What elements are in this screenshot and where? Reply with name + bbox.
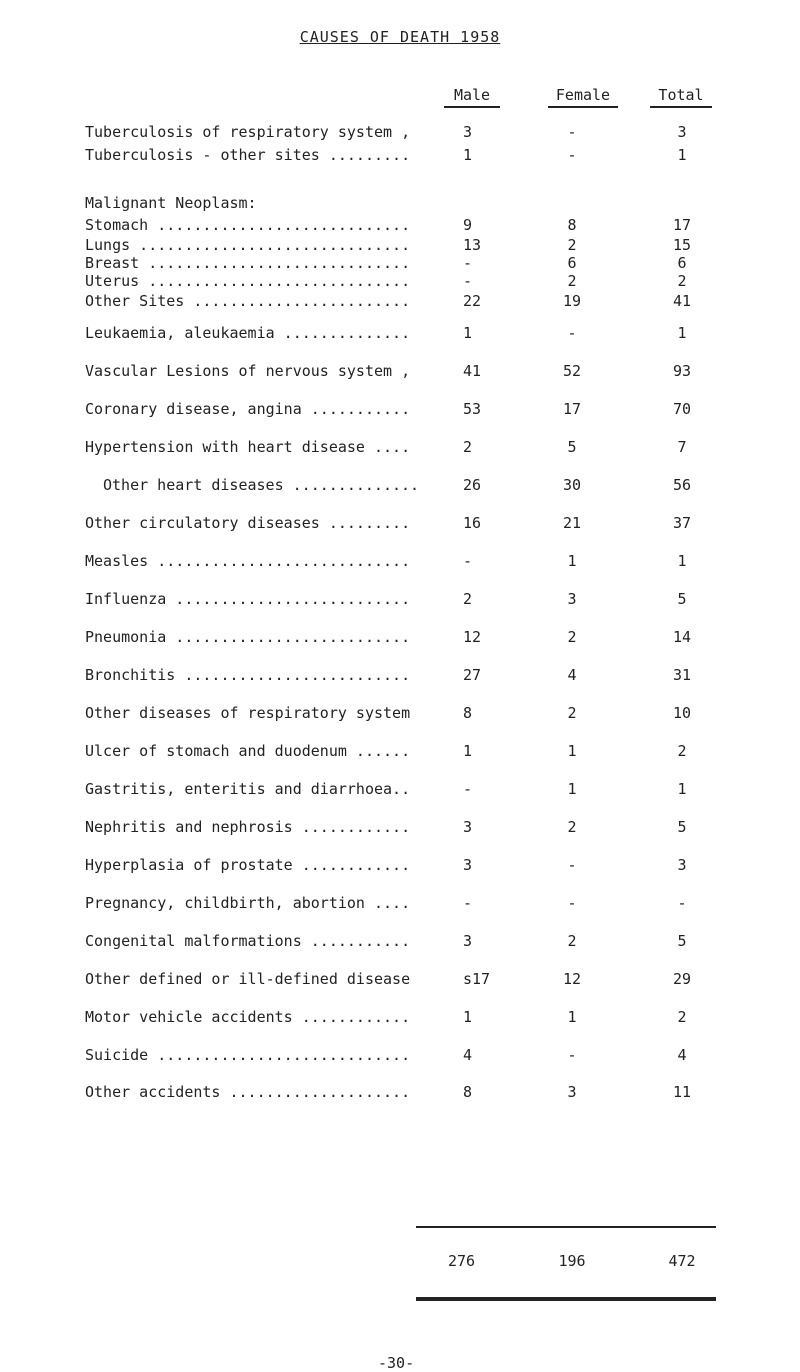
value-total: 5 <box>677 590 687 608</box>
column-header-female: Female <box>548 86 618 108</box>
value-total: 41 <box>672 292 692 310</box>
value-female: - <box>567 1046 577 1064</box>
cause-label: Stomach ............................ <box>85 216 411 234</box>
cause-label: Suicide ............................ <box>85 1046 411 1064</box>
cause-label: Gastritis, enteritis and diarrhoea.. <box>85 780 411 798</box>
value-female: 1 <box>567 780 577 798</box>
cause-label: Lungs .............................. <box>85 236 411 254</box>
value-female: 1 <box>567 1008 577 1026</box>
value-female: 1 <box>567 552 577 570</box>
table-row <box>0 145 800 165</box>
table-row <box>0 437 800 457</box>
value-total: 10 <box>672 704 692 722</box>
table-row <box>0 193 800 213</box>
cause-label: Bronchitis ......................... <box>85 666 411 684</box>
value-male: - <box>463 780 473 798</box>
table-row <box>0 1082 800 1102</box>
value-total: 6 <box>677 254 687 272</box>
cause-label: Other Sites ........................ <box>85 292 411 310</box>
value-male: 2 <box>463 590 473 608</box>
table-row <box>0 323 800 343</box>
value-male: - <box>463 552 473 570</box>
value-female: - <box>567 856 577 874</box>
value-total: 15 <box>672 236 692 254</box>
value-male: - <box>463 894 473 912</box>
page-title: CAUSES OF DEATH 1958 <box>299 28 501 46</box>
value-female: 5 <box>567 438 577 456</box>
value-male: 27 <box>463 666 482 684</box>
value-female: 30 <box>562 476 582 494</box>
value-total: 17 <box>672 216 692 234</box>
table-row <box>0 399 800 419</box>
value-male: 8 <box>463 1083 473 1101</box>
table-row <box>0 665 800 685</box>
value-total: 7 <box>677 438 687 456</box>
value-female: 2 <box>567 704 577 722</box>
total-female: 196 <box>558 1252 586 1270</box>
value-male: - <box>463 254 473 272</box>
value-total: 3 <box>677 856 687 874</box>
value-female: 12 <box>562 970 582 988</box>
table-row <box>0 855 800 875</box>
cause-label: Tuberculosis - other sites ......... <box>85 146 411 164</box>
value-total: 1 <box>677 780 687 798</box>
value-female: 3 <box>567 590 577 608</box>
value-female: 3 <box>567 1083 577 1101</box>
value-female: 2 <box>567 818 577 836</box>
value-male: 3 <box>463 818 473 836</box>
table-row <box>0 779 800 799</box>
cause-label: Uterus ............................. <box>85 272 411 290</box>
value-male: 3 <box>463 932 473 950</box>
value-total: 1 <box>677 552 687 570</box>
value-total: 5 <box>677 932 687 950</box>
value-male: - <box>463 272 473 290</box>
value-male: 13 <box>463 236 482 254</box>
cause-label: Measles ............................ <box>85 552 411 570</box>
value-female: 4 <box>567 666 577 684</box>
cause-label: Pregnancy, childbirth, abortion .... <box>85 894 411 912</box>
table-row <box>0 551 800 571</box>
total-male: 276 <box>448 1252 476 1270</box>
cause-label: Coronary disease, angina ........... <box>85 400 411 418</box>
value-male: s17 <box>463 970 491 988</box>
cause-label: Malignant Neoplasm: <box>85 194 257 212</box>
cause-label: Hyperplasia of prostate ............ <box>85 856 411 874</box>
value-male: 3 <box>463 856 473 874</box>
table-row <box>0 122 800 142</box>
value-total: - <box>677 894 687 912</box>
value-female: 2 <box>567 236 577 254</box>
table-row <box>0 475 800 495</box>
value-female: 21 <box>562 514 582 532</box>
value-total: 4 <box>677 1046 687 1064</box>
value-male: 22 <box>463 292 482 310</box>
table-row <box>0 253 800 273</box>
value-female: 1 <box>567 742 577 760</box>
value-total: 5 <box>677 818 687 836</box>
cause-label: Congenital malformations ........... <box>85 932 411 950</box>
value-total: 56 <box>672 476 692 494</box>
cause-label: Leukaemia, aleukaemia .............. <box>85 324 411 342</box>
value-male: 2 <box>463 438 473 456</box>
value-male: 4 <box>463 1046 473 1064</box>
value-male: 8 <box>463 704 473 722</box>
cause-label: Other defined or ill-defined disease <box>85 970 411 988</box>
table-row <box>0 627 800 647</box>
value-female: - <box>567 123 577 141</box>
cause-label: Vascular Lesions of nervous system , <box>85 362 411 380</box>
value-total: 29 <box>672 970 692 988</box>
value-female: 2 <box>567 932 577 950</box>
cause-label: Hypertension with heart disease .... <box>85 438 411 456</box>
cause-label: Influenza .......................... <box>85 590 411 608</box>
value-total: 3 <box>677 123 687 141</box>
totals-rule <box>416 1226 716 1228</box>
value-male: 1 <box>463 1008 473 1026</box>
cause-label: Motor vehicle accidents ............ <box>85 1008 411 1026</box>
value-female: - <box>567 146 577 164</box>
table-row <box>0 1045 800 1065</box>
value-total: 1 <box>677 146 687 164</box>
value-total: 37 <box>672 514 692 532</box>
value-total: 93 <box>672 362 692 380</box>
cause-label: Nephritis and nephrosis ............ <box>85 818 411 836</box>
value-female: 8 <box>567 216 577 234</box>
table-row <box>0 291 800 311</box>
table-row <box>0 741 800 761</box>
table-row <box>0 893 800 913</box>
value-female: 19 <box>562 292 582 310</box>
value-total: 11 <box>672 1083 692 1101</box>
table-row <box>0 703 800 723</box>
table-row <box>0 969 800 989</box>
value-total: 2 <box>677 742 687 760</box>
value-male: 12 <box>463 628 482 646</box>
cause-label: Other heart diseases .............. <box>103 476 420 494</box>
double-rule <box>416 1297 716 1301</box>
value-female: 2 <box>567 272 577 290</box>
table-row <box>0 235 800 255</box>
column-header-total: Total <box>650 86 712 108</box>
cause-label: Tuberculosis of respiratory system , <box>85 123 411 141</box>
value-male: 1 <box>463 324 473 342</box>
page-number: -30- <box>378 1354 415 1372</box>
table-row <box>0 513 800 533</box>
value-total: 14 <box>672 628 692 646</box>
value-male: 9 <box>463 216 473 234</box>
column-header-male: Male <box>444 86 500 108</box>
total-total: 472 <box>668 1252 696 1270</box>
table-row <box>0 1007 800 1027</box>
value-female: - <box>567 324 577 342</box>
value-total: 31 <box>672 666 692 684</box>
value-male: 16 <box>463 514 482 532</box>
value-female: - <box>567 894 577 912</box>
value-male: 1 <box>463 146 473 164</box>
value-male: 1 <box>463 742 473 760</box>
cause-label: Ulcer of stomach and duodenum ...... <box>85 742 411 760</box>
value-female: 6 <box>567 254 577 272</box>
value-female: 2 <box>567 628 577 646</box>
table-row <box>0 271 800 291</box>
table-row <box>0 361 800 381</box>
table-row <box>0 931 800 951</box>
value-total: 2 <box>677 272 687 290</box>
value-female: 17 <box>562 400 582 418</box>
value-male: 3 <box>463 123 473 141</box>
value-total: 1 <box>677 324 687 342</box>
table-row <box>0 589 800 609</box>
totals-row <box>0 1251 800 1271</box>
cause-label: Other diseases of respiratory system <box>85 704 411 722</box>
cause-label: Other accidents .................... <box>85 1083 411 1101</box>
value-total: 70 <box>672 400 692 418</box>
table-row <box>0 215 800 235</box>
value-male: 53 <box>463 400 482 418</box>
table-row <box>0 817 800 837</box>
cause-label: Other circulatory diseases ......... <box>85 514 411 532</box>
value-total: 2 <box>677 1008 687 1026</box>
value-male: 41 <box>463 362 482 380</box>
value-male: 26 <box>463 476 482 494</box>
cause-label: Pneumonia .......................... <box>85 628 411 646</box>
value-female: 52 <box>562 362 582 380</box>
cause-label: Breast ............................. <box>85 254 411 272</box>
